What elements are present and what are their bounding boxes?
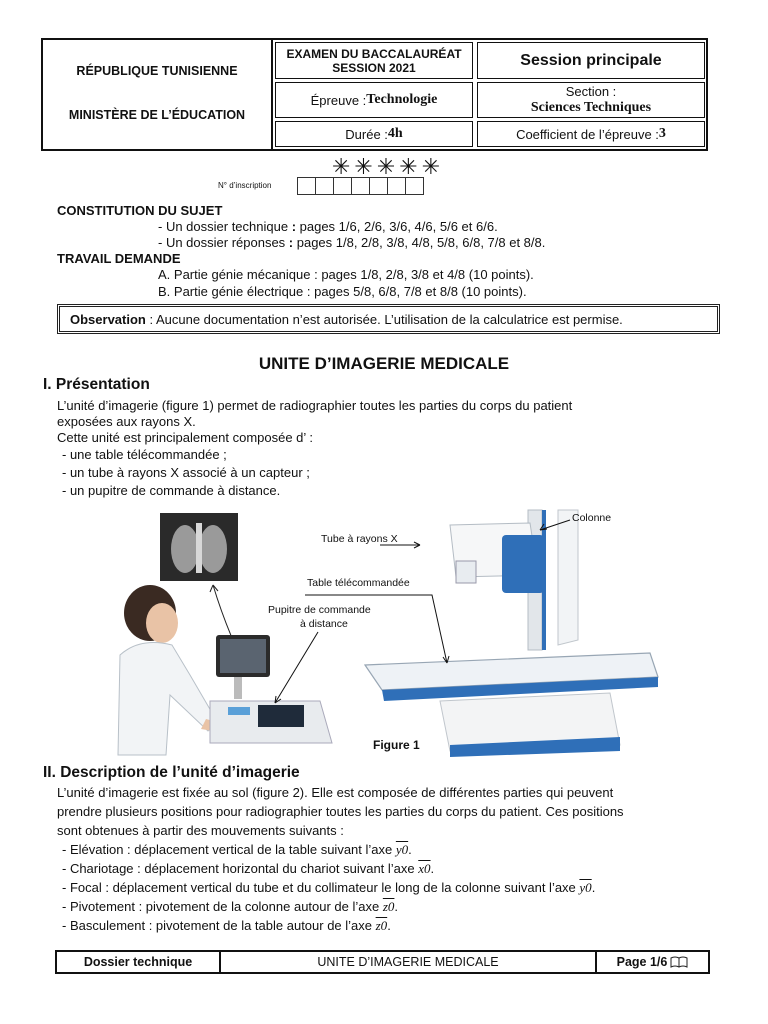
observation-label: Observation — [70, 312, 146, 327]
movement-chariotage: - Chariotage : déplacement horizontal du chariot suivant l’axe x0. — [62, 861, 435, 876]
travail-title: TRAVAIL DEMANDE — [57, 251, 181, 266]
inscription-field[interactable] — [298, 177, 424, 195]
section-label: Section : — [565, 84, 617, 99]
book-icon — [670, 956, 688, 968]
footer-page-number: Page 1/6 — [616, 955, 668, 969]
footer-page — [597, 952, 708, 972]
constitution-line-2 — [158, 235, 545, 250]
section-1-bullet-3: - un pupitre de commande à distance. — [62, 483, 281, 498]
constitution-line-1-pages: pages 1/6, 2/6, 3/6, 4/6, 5/6 et 6/6. — [299, 219, 498, 234]
coef-value: 3 — [658, 126, 666, 141]
epreuve-label: Épreuve : — [310, 92, 367, 108]
section-1-para-1b: exposées aux rayons X. — [57, 414, 196, 429]
movement-basculement-text: - Basculement : pivotement de la table autour de l’axe — [62, 918, 376, 933]
section-1-bullet-2: - un tube à rayons X associé à un capteur ; — [62, 465, 310, 480]
section-2-para-2: prendre plusieurs positions pour radiographier toutes les parties du corps du patient. Ces positions — [57, 804, 624, 819]
label-pupitre-2: à distance — [300, 618, 348, 630]
constitution-line-1-colon: : — [291, 219, 300, 234]
page-footer — [55, 950, 710, 974]
section-2-para-1: L’unité d’imagerie est fixée au sol (figure 2). Elle est composée de différentes parties qui peuvent — [57, 785, 614, 800]
coef-label: Coefficient de l’épreuve : — [516, 126, 659, 142]
exam-title-line1: EXAMEN DU BACCALAURÉAT — [286, 46, 462, 61]
section-1-title: I. Présentation — [43, 376, 150, 393]
section-cell — [477, 82, 705, 118]
footer-title: UNITE D’IMAGERIE MEDICALE — [221, 952, 597, 972]
travail-line-a: A. Partie génie mécanique : pages 1/8, 2/8, 3/8 et 4/8 (10 points). — [158, 267, 534, 282]
ministry-label: MINISTÈRE DE L’ÉDUCATION — [68, 108, 246, 122]
inscription-label: N° d’inscription — [218, 181, 272, 190]
constitution-line-1 — [158, 219, 498, 234]
observation-text: : Aucune documentation n’est autorisée. L’utilisation de la calculatrice est permise. — [145, 312, 623, 327]
movement-elevation: - Elévation : déplacement vertical de la table suivant l’axe y0. — [62, 842, 412, 857]
section-2-para-3: sont obtenues à partir des mouvements suivants : — [57, 823, 344, 838]
stars-separator: ✳✳✳✳✳ — [332, 154, 445, 179]
section-1-para-1a: L’unité d’imagerie (figure 1) permet de radiographier toutes les parties du corps du patient — [57, 398, 573, 413]
constitution-line-2-pages: pages 1/8, 2/8, 3/8, 4/8, 5/8, 6/8, 7/8 et 8/8. — [296, 235, 546, 250]
page-title: UNITE D’IMAGERIE MEDICALE — [258, 354, 510, 373]
inscription-digit-box[interactable] — [387, 177, 406, 195]
axis-z0-vector: z0 — [382, 899, 395, 914]
coef-cell — [477, 121, 705, 147]
epreuve-cell — [275, 82, 473, 118]
constitution-line-2-colon: : — [288, 235, 297, 250]
control-console — [210, 635, 332, 743]
exam-header — [41, 38, 708, 151]
axis-y0-vector: y0 — [395, 842, 409, 857]
xray-image — [160, 513, 238, 581]
constitution-title: CONSTITUTION DU SUJET — [57, 203, 223, 218]
inscription-digit-box[interactable] — [333, 177, 352, 195]
section-2-title: II. Description de l’unité d’imagerie — [43, 764, 300, 781]
movement-focal-text: - Focal : déplacement vertical du tube et du collimateur le long de la colonne suivant l’axe — [62, 880, 580, 895]
inscription-digit-box[interactable] — [369, 177, 388, 195]
constitution-line-1-prefix: - Un dossier technique — [158, 219, 292, 234]
label-tube: Tube à rayons X — [321, 533, 398, 545]
exam-title-line2: SESSION 2021 — [332, 60, 416, 75]
section-1-para-2: Cette unité est principalement composée d’ : — [57, 430, 314, 445]
observation-box — [57, 304, 720, 334]
epreuve-value: Technologie — [366, 92, 438, 107]
figure-1-caption: Figure 1 — [373, 738, 420, 752]
movement-chariotage-text: - Chariotage : déplacement horizontal du chariot suivant l’axe — [62, 861, 419, 876]
movement-elevation-text: - Elévation : déplacement vertical de la table suivant l’axe — [62, 842, 396, 857]
duree-label: Durée : — [345, 126, 388, 142]
inscription-digit-box[interactable] — [351, 177, 370, 195]
movement-pivotement-text: - Pivotement : pivotement de la colonne autour de l’axe — [62, 899, 383, 914]
exam-title-cell — [275, 42, 473, 79]
duree-cell — [275, 121, 473, 147]
section-value: Sciences Techniques — [530, 100, 652, 115]
duree-value: 4h — [387, 126, 403, 141]
republic-label: RÉPUBLIQUE TUNISIENNE — [76, 64, 238, 78]
movement-focal: - Focal : déplacement vertical du tube et du collimateur le long de la colonne suivant l’axe y0. — [62, 880, 596, 895]
session-cell: Session principale — [477, 42, 705, 79]
label-pupitre-1: Pupitre de commande — [268, 604, 371, 616]
xray-column — [450, 510, 578, 650]
inscription-digit-box[interactable] — [405, 177, 424, 195]
axis-y0-vector: y0 — [579, 880, 592, 895]
label-table: Table télécommandée — [307, 577, 410, 589]
footer-dossier: Dossier technique — [57, 952, 221, 972]
travail-line-b: B. Partie génie électrique : pages 5/8, 6/8, 7/8 et 8/8 (10 points). — [158, 284, 527, 299]
inscription-digit-box[interactable] — [315, 177, 334, 195]
movement-pivotement: - Pivotement : pivotement de la colonne autour de l’axe z0. — [62, 899, 399, 914]
axis-z0-vector: z0 — [375, 918, 388, 933]
section-1-bullet-1: - une table télécommandée ; — [62, 447, 227, 462]
constitution-line-2-prefix: - Un dossier réponses — [158, 235, 289, 250]
movement-basculement: - Basculement : pivotement de la table autour de l’axe z0. — [62, 918, 391, 933]
axis-x0-vector: x0 — [418, 861, 431, 876]
header-left-block — [43, 40, 273, 149]
inscription-digit-box[interactable] — [297, 177, 316, 195]
label-colonne: Colonne — [572, 512, 612, 524]
